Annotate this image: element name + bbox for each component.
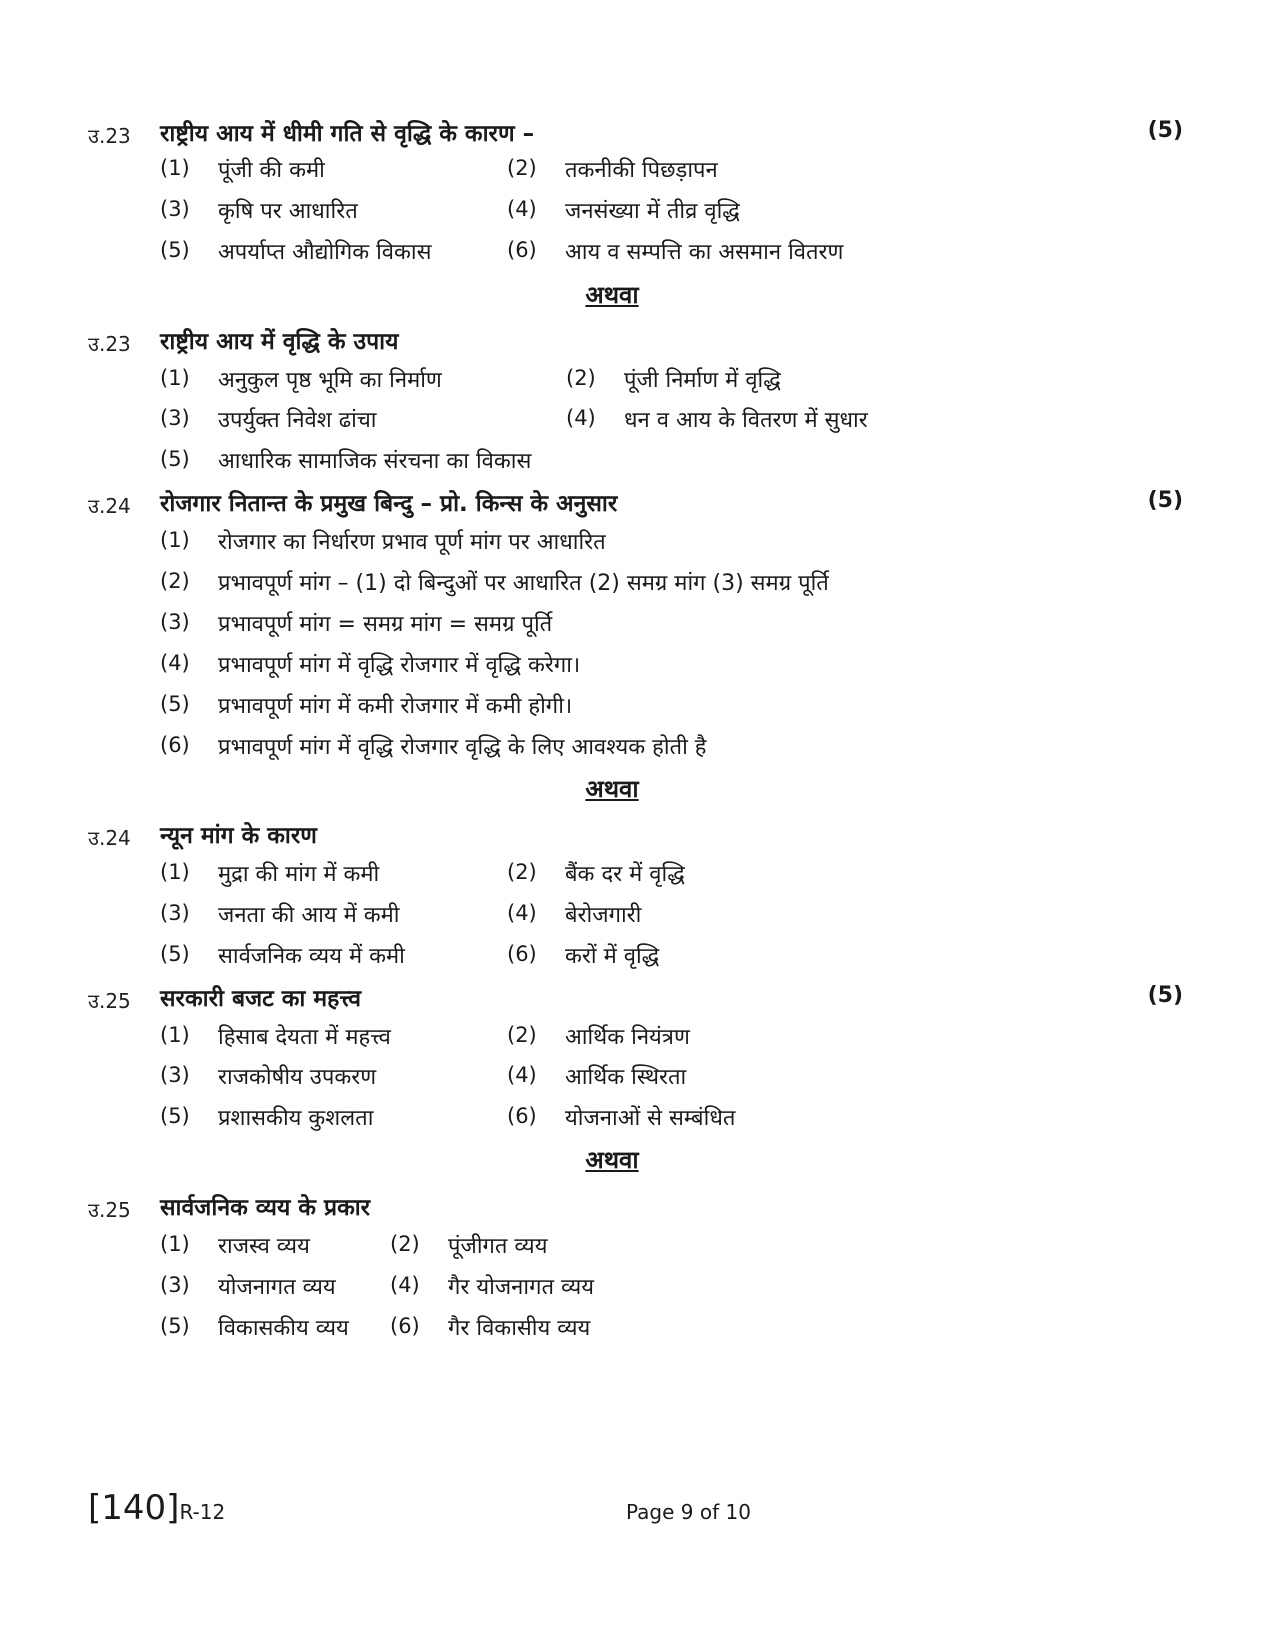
question-24-alt-header	[88, 816, 1183, 852]
question-title: सरकारी बजट का महत्त्व	[160, 986, 362, 1012]
item-text: धन व आय के वितरण में सुधार	[624, 408, 868, 433]
question-number: उ.25	[88, 1198, 131, 1222]
item-text: विकासकीय व्यय	[218, 1316, 349, 1341]
item-number: (5)	[160, 1314, 190, 1338]
item-text: गैर योजनागत व्यय	[448, 1275, 595, 1300]
item-number: (4)	[507, 901, 537, 925]
question-title: राष्ट्रीय आय में वृद्धि के उपाय	[160, 329, 399, 355]
question-number: उ.25	[88, 989, 131, 1013]
item-text: करों में वृद्धि	[565, 944, 660, 969]
item-text: कृषि पर आधारित	[218, 199, 358, 224]
item-text: रोजगार का निर्धारण प्रभाव पूर्ण मांग पर आधारित	[218, 530, 606, 555]
item-text: प्रभावपूर्ण मांग में वृद्धि रोजगार में वृद्धि करेगा।	[218, 653, 581, 678]
question-23-alt-header	[88, 322, 1183, 358]
item-number: (3)	[160, 406, 190, 430]
item-number: (3)	[160, 197, 190, 221]
question-24-header	[88, 484, 1183, 520]
marks-label: (5)	[1147, 118, 1183, 143]
item-text: पूंजी निर्माण में वृद्धि	[624, 368, 781, 393]
question-number: उ.23	[88, 124, 131, 148]
item-text: गैर विकासीय व्यय	[448, 1316, 591, 1341]
item-text: हिसाब देयता में महत्त्व	[218, 1025, 391, 1050]
or-divider: अथवा	[585, 775, 639, 803]
item-number: (2)	[390, 1232, 420, 1256]
question-number: उ.24	[88, 494, 131, 518]
or-divider: अथवा	[585, 1146, 639, 1174]
question-23-header	[88, 114, 1183, 150]
item-number: (2)	[507, 1023, 537, 1047]
item-number: (3)	[160, 901, 190, 925]
page-number: Page 9 of 10	[626, 1500, 751, 1524]
item-number: (5)	[160, 447, 190, 471]
item-text: अपर्याप्त औद्योगिक विकास	[218, 240, 432, 265]
item-number: (4)	[160, 651, 190, 675]
item-text: आर्थिक नियंत्रण	[565, 1025, 690, 1050]
item-number: (1)	[160, 1023, 190, 1047]
item-text: योजनाओं से सम्बंधित	[565, 1106, 736, 1131]
item-number: (6)	[390, 1314, 420, 1338]
item-text: पूंजीगत व्यय	[448, 1234, 548, 1259]
item-text: राजस्व व्यय	[218, 1234, 310, 1259]
item-number: (6)	[160, 733, 190, 757]
question-title: न्यून मांग के कारण	[160, 823, 317, 849]
item-text: आय व सम्पत्ति का असमान वितरण	[565, 240, 844, 265]
item-number: (1)	[160, 860, 190, 884]
item-text: मुद्रा की मांग में कमी	[218, 862, 380, 887]
question-title: रोजगार नितान्त के प्रमुख बिन्दु – प्रो. किन्स के अनुसार	[160, 491, 618, 517]
item-number: (2)	[160, 569, 190, 593]
item-number: (2)	[566, 366, 596, 390]
item-text: तकनीकी पिछड़ापन	[565, 158, 718, 183]
item-number: (1)	[160, 366, 190, 390]
question-25-alt-header	[88, 1188, 1183, 1224]
item-number: (2)	[507, 860, 537, 884]
paper-code-number: [140]	[88, 1488, 180, 1528]
item-number: (2)	[507, 156, 537, 180]
item-text: सार्वजनिक व्यय में कमी	[218, 944, 405, 969]
paper-series: R-12	[179, 1500, 226, 1524]
question-25-header	[88, 979, 1183, 1015]
item-number: (1)	[160, 528, 190, 552]
item-text: पूंजी की कमी	[218, 158, 325, 183]
item-number: (3)	[160, 1063, 190, 1087]
item-number: (6)	[507, 942, 537, 966]
item-text: प्रशासकीय कुशलता	[218, 1106, 374, 1131]
item-text: प्रभावपूर्ण मांग में वृद्धि रोजगार वृद्धि के लिए आवश्यक होती है	[218, 735, 707, 760]
item-text: जनसंख्या में तीव्र वृद्धि	[565, 199, 740, 224]
item-text: उपर्युक्त निवेश ढांचा	[218, 408, 377, 433]
item-number: (6)	[507, 238, 537, 262]
question-title: राष्ट्रीय आय में धीमी गति से वृद्धि के कारण –	[160, 121, 535, 147]
item-number: (5)	[160, 238, 190, 262]
item-text: राजकोषीय उपकरण	[218, 1065, 377, 1090]
marks-label: (5)	[1147, 983, 1183, 1008]
item-number: (1)	[160, 156, 190, 180]
item-number: (4)	[566, 406, 596, 430]
item-text: आर्थिक स्थिरता	[565, 1065, 687, 1090]
item-number: (5)	[160, 942, 190, 966]
item-text: बैंक दर में वृद्धि	[565, 862, 685, 887]
paper-code	[88, 1488, 225, 1528]
item-number: (4)	[507, 197, 537, 221]
item-number: (4)	[390, 1273, 420, 1297]
item-text: अनुकुल पृष्ठ भूमि का निर्माण	[218, 368, 442, 393]
item-number: (4)	[507, 1063, 537, 1087]
item-text: प्रभावपूर्ण मांग – (1) दो बिन्दुओं पर आधारित (2) समग्र मांग (3) समग्र पूर्ति	[218, 571, 829, 596]
item-text: प्रभावपूर्ण मांग = समग्र मांग = समग्र पूर्ति	[218, 612, 553, 637]
question-title: सार्वजनिक व्यय के प्रकार	[160, 1195, 371, 1221]
item-text: जनता की आय में कमी	[218, 903, 400, 928]
or-divider: अथवा	[585, 281, 639, 309]
item-number: (3)	[160, 1273, 190, 1297]
item-text: प्रभावपूर्ण मांग में कमी रोजगार में कमी होगी।	[218, 694, 573, 719]
item-number: (6)	[507, 1104, 537, 1128]
item-text: आधारिक सामाजिक संरचना का विकास	[218, 449, 532, 474]
marks-label: (5)	[1147, 488, 1183, 513]
item-number: (3)	[160, 610, 190, 634]
item-number: (1)	[160, 1232, 190, 1256]
item-text: बेरोजगारी	[565, 903, 642, 928]
question-number: उ.24	[88, 826, 131, 850]
question-number: उ.23	[88, 332, 131, 356]
item-number: (5)	[160, 1104, 190, 1128]
item-text: योजनागत व्यय	[218, 1275, 336, 1300]
item-number: (5)	[160, 692, 190, 716]
